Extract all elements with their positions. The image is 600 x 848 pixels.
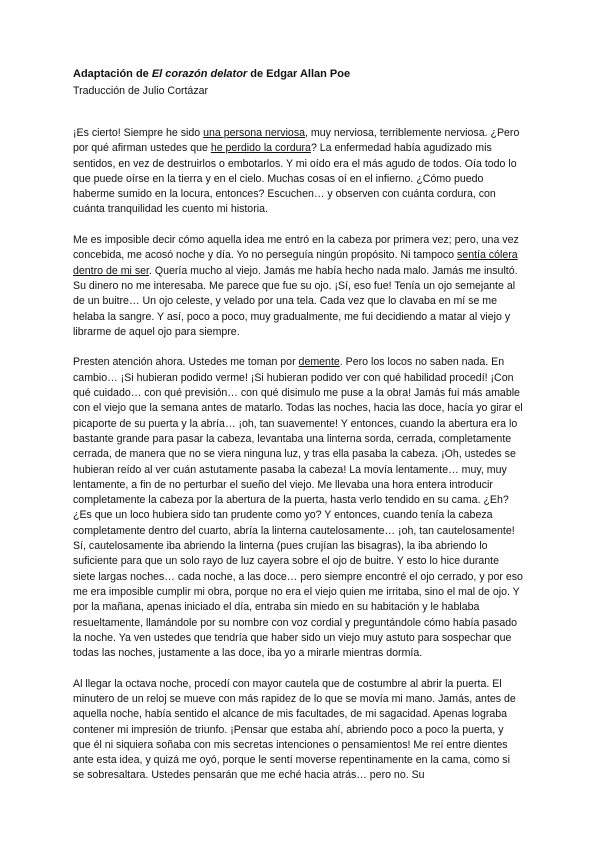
paragraph-text: . Pero los locos no saben nada. En cambio… ¡Si hubieran podido verme! ¡Si hubieran podido ver con qué habilidad procedí! ¡Con qué cuidado… con qué previsión… con qué disimulo me puse a la obra! Jamás fui más amable con el viejo que la semana antes de matarlo. Todas las noches, hacia las doce, hacía yo girar el picaporte de su puerta y la abría… ¡oh, tan suavemente! Y entonces, cuando la abertura era lo bastante grande para pasar la cabeza, levantaba una linterna sorda, cerrada, completamente cerrada, de manera que no se viera ninguna luz, y tras ella pasaba la cabeza. ¡Oh, ustedes se hubieran reído al ver cuán astutamente pasaba la cabeza! La movía lentamente… muy, muy lentamente, a fin de no perturbar el sueño del viejo. Me llevaba una hora entera introducir completamente la cabeza por la abertura de la puerta, hasta verlo tendido en su cama. ¿Eh? ¿Es que un loco hubiera sido tan prudente como yo? Y entonces, cuando tenía la cabeza completamente dentro del cuarto, abría la linterna cautelosamente… ¡oh, tan cautelosamente! Sí, cautelosamente iba abriendo la linterna (pues crujían las bisagras), la iba abriendo lo suficiente para que un solo rayo de luz cayera sobre el ojo de buitre. Y esto lo hice durante siete largas noches… cada noche, a las doce… pero siempre encontré el ojo cerrado, y por eso me era imposible cumplir mi obra, porque no era el viejo quien me irritaba, sino el mal de ojo. Y por la mañana, apenas iniciado el día, entraba sin miedo en su habitación y le hablaba resueltamente, llamándole por su nombre con voz cordial y preguntándole cómo había pasado la noche. Ya ven ustedes que tendría que haber sido un viejo muy astuto para sospechar que todas las noches, justamente a las doce, iba yo a mirarle mientras dormía. (73, 356, 523, 660)
paragraph (73, 233, 523, 340)
underlined-phrase: demente (298, 356, 340, 369)
document-title (73, 67, 523, 81)
paragraph-text: ¡Es cierto! Siempre he sido (73, 127, 204, 139)
underlined-phrase: una persona nerviosa (203, 127, 306, 139)
paragraph-text: . Quería mucho al viejo. Jamás me había hecho nada malo. Jamás me insultó. Su dinero no me interesaba. Me parece que fue su ojo. ¡Sí, eso fue! Tenía un ojo semejante al de un buitre… Un ojo celeste, y velado por una tela. Cada vez que lo clavaba en mí se me helaba la sangre. Y así, poco a poco, muy gradualmente, me fui decidiendo a matar al viejo y librarme de aquel ojo para siempre. (73, 264, 518, 338)
paragraph-text: Presten atención ahora. Ustedes me toman por (73, 356, 299, 369)
document-subtitle: Traducción de Julio Cortázar (73, 85, 209, 97)
document-page (73, 67, 523, 784)
paragraph-text: Me es imposible decir cómo aquella idea me entró en la cabeza por primera vez; pero, una vez concebida, me acosó noche y día. Yo no perseguía ningún propósito. Ni tampoco (73, 234, 519, 262)
paragraph-text: ? La enfermedad había agudizado mis sentidos, en vez de destruirlos o embotarlos. Y mi oído era el más agudo de todos. Oía todo lo que puede oírse en la tierra y en el cielo. Muchas cosas oí en el infierno. ¿Cómo puedo haberme sumido en la locura, entonces? Escuchen… y observen con cuánta cordura, con cuánta tranquilidad les cuento mi historia. (73, 142, 517, 216)
paragraph-text: , muy nerviosa, terriblemente nerviosa. ¿Pero por qué afirman ustedes que (73, 127, 520, 155)
underlined-phrase: sentía cólera dentro de mi ser (73, 249, 518, 277)
underlined-phrase: he perdido la cordura (210, 142, 311, 155)
title-suffix: de Edgar Allan Poe (247, 68, 351, 80)
title-prefix: Adaptación de (73, 68, 152, 80)
paragraph (73, 355, 523, 661)
document-body (73, 126, 523, 784)
title-work: El corazón delator (151, 68, 248, 80)
paragraph (73, 126, 523, 218)
paragraph-text: Al llegar la octava noche, procedí con mayor cautela que de costumbre al abrir la puerta. El minutero de un reloj se mueve con más rapidez de lo que se movía mi mano. Jamás, antes de aquella noche, había sentido el alcance de mis facultades, de mi sagacidad. Apenas lograba contener mi impresión de triunfo. ¡Pensar que estaba ahí, abriendo poco a poco la puerta, y que él ni siquiera soñaba con mis secretas intenciones o pensamientos! Me reí entre dientes ante esta idea, y quizá me oyó, porque le sentí moverse repentinamente en la cama, como si se sobresaltara. Ustedes pensarán que me eché hacia atrás… pero no. Su (73, 677, 516, 782)
paragraph (73, 677, 523, 784)
